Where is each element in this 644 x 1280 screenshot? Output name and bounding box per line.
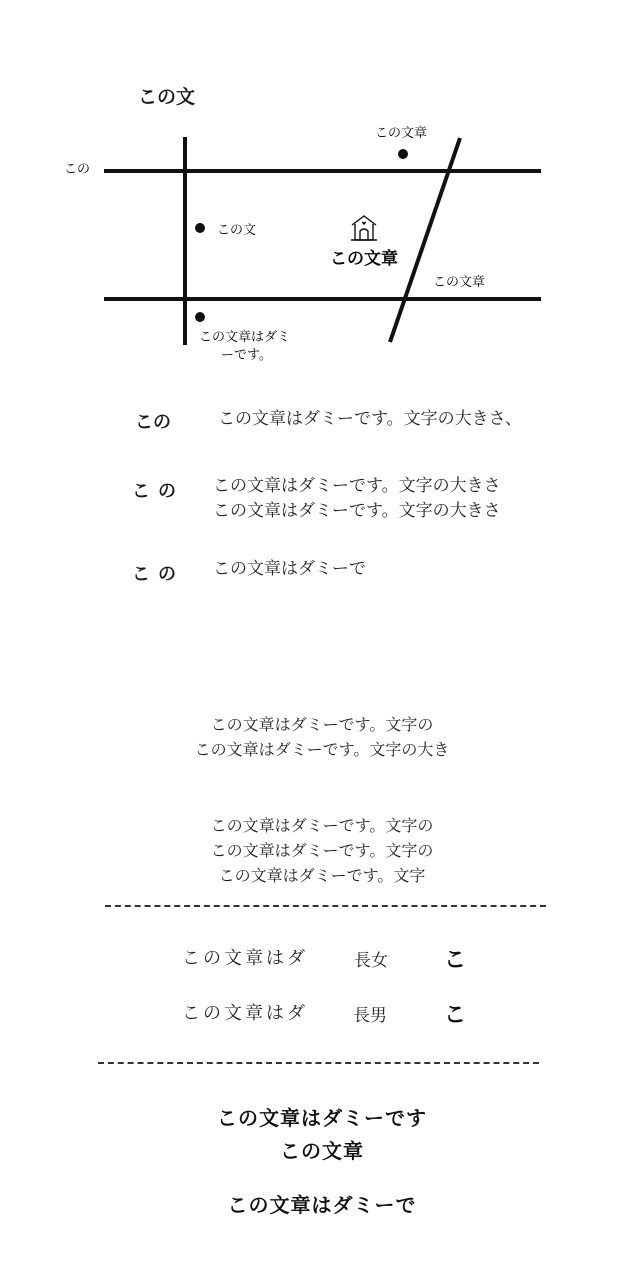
family-mark: こ	[444, 1002, 467, 1028]
footer-line-2: この文章	[280, 1139, 364, 1163]
left-road-label: この	[64, 162, 91, 177]
map-title: この文	[138, 86, 196, 108]
station-dot	[398, 149, 408, 159]
family-relation: 長女	[354, 951, 388, 971]
schedule-text: この文章はダミーです。文字の大きさ、	[218, 409, 522, 429]
dashed-divider	[98, 1062, 539, 1064]
bottom-point-label-line2: ーです。	[221, 348, 272, 363]
dashed-divider	[105, 905, 546, 907]
message-line: この文章はダミーです。文字の	[210, 715, 434, 734]
house-icon	[351, 216, 377, 240]
family-name: この文章はダ	[182, 1003, 308, 1024]
road-diagonal	[390, 138, 460, 342]
message-block-2	[0, 813, 644, 888]
schedule-text: この文章はダミーです。文字の大きさ	[213, 476, 501, 496]
family-relation: 長男	[353, 1006, 387, 1026]
point-dot	[195, 223, 205, 233]
message-line: この文章はダミーです。文字	[218, 866, 426, 885]
message-line: この文章はダミーです。文字の	[210, 816, 434, 835]
top-station-label: この文章	[375, 126, 428, 141]
schedule-text: この文章はダミーです。文字の大きさ	[213, 501, 501, 521]
schedule-label: この	[135, 412, 171, 433]
bottom-point-label-line1: この文章はダミ	[199, 330, 291, 345]
bottom-point-dot	[195, 312, 205, 322]
footer-line-3: この文章はダミーで	[227, 1193, 417, 1217]
landmark-label: この文章	[330, 249, 398, 269]
schedule-label: この	[132, 481, 184, 502]
family-name: この文章はダ	[182, 948, 308, 969]
footer-line-1: この文章はダミーです	[217, 1106, 427, 1130]
message-line: この文章はダミーです。文字の	[210, 841, 434, 860]
message-block-1	[0, 712, 644, 762]
point-label: この文	[217, 223, 257, 238]
schedule-label: この	[132, 564, 184, 585]
schedule-text: この文章はダミーで	[213, 559, 366, 579]
access-map	[0, 120, 644, 370]
message-line: この文章はダミーです。文字の大き	[194, 740, 450, 759]
family-mark: こ	[444, 947, 467, 973]
road-label: この文章	[433, 275, 486, 290]
